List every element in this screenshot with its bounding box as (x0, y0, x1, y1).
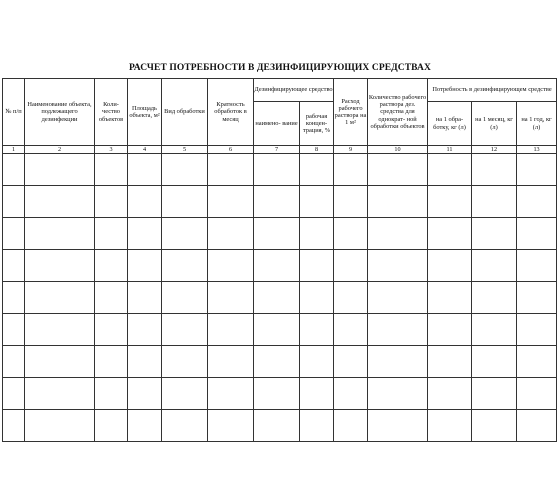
table-cell[interactable] (3, 314, 25, 346)
column-number: 4 (128, 146, 162, 154)
table-cell[interactable] (25, 250, 95, 282)
table-cell[interactable] (162, 282, 208, 314)
table-cell[interactable] (128, 378, 162, 410)
column-number: 8 (300, 146, 334, 154)
table-row (3, 282, 557, 314)
table-cell[interactable] (300, 346, 334, 378)
table-row (3, 314, 557, 346)
table-cell[interactable] (517, 346, 557, 378)
table-cell[interactable] (128, 346, 162, 378)
table-cell[interactable] (334, 378, 368, 410)
table-cell[interactable] (95, 282, 128, 314)
calculation-table (2, 78, 557, 442)
table-cell[interactable] (25, 410, 95, 442)
column-number: 11 (428, 146, 472, 154)
table-row (3, 186, 557, 218)
table-cell[interactable] (368, 250, 428, 282)
table-cell[interactable] (25, 154, 95, 186)
table-cell[interactable] (208, 186, 254, 218)
table-cell[interactable] (300, 250, 334, 282)
table-cell[interactable] (300, 186, 334, 218)
table-cell[interactable] (334, 314, 368, 346)
table-cell[interactable] (3, 154, 25, 186)
header-need-group: Потребность в дезинфицирующем средстве (428, 79, 557, 102)
table-cell[interactable] (95, 378, 128, 410)
table-cell[interactable] (95, 314, 128, 346)
table-cell[interactable] (517, 314, 557, 346)
table-cell[interactable] (3, 410, 25, 442)
header-row-top (3, 79, 557, 102)
table-cell[interactable] (472, 410, 517, 442)
table-cell[interactable] (334, 218, 368, 250)
table-cell[interactable] (3, 378, 25, 410)
table-cell[interactable] (3, 282, 25, 314)
table-cell[interactable] (517, 410, 557, 442)
table-cell[interactable] (472, 378, 517, 410)
table-cell[interactable] (208, 218, 254, 250)
table-row (3, 154, 557, 186)
header-object-name: Наименование объекта, подлежащего дезинфекции (25, 79, 95, 146)
table-cell[interactable] (208, 314, 254, 346)
column-number-row (3, 146, 557, 154)
table-cell[interactable] (254, 154, 300, 186)
table-cell[interactable] (25, 218, 95, 250)
table-cell[interactable] (25, 314, 95, 346)
column-number: 3 (95, 146, 128, 154)
table-row (3, 250, 557, 282)
column-number: 13 (517, 146, 557, 154)
table-cell[interactable] (3, 186, 25, 218)
table-cell[interactable] (208, 154, 254, 186)
table-cell[interactable] (517, 154, 557, 186)
table-cell[interactable] (300, 218, 334, 250)
table-cell[interactable] (334, 154, 368, 186)
table-cell[interactable] (208, 282, 254, 314)
table-cell[interactable] (517, 378, 557, 410)
header-treatment-type: Вид обработки (162, 79, 208, 146)
table-cell[interactable] (208, 346, 254, 378)
table-cell[interactable] (428, 346, 472, 378)
table-cell[interactable] (368, 346, 428, 378)
table-cell[interactable] (95, 154, 128, 186)
table-cell[interactable] (162, 346, 208, 378)
column-number: 6 (208, 146, 254, 154)
column-number: 2 (25, 146, 95, 154)
table-cell[interactable] (428, 314, 472, 346)
table-cell[interactable] (95, 346, 128, 378)
column-number: 9 (334, 146, 368, 154)
table-cell[interactable] (3, 250, 25, 282)
table-cell[interactable] (517, 250, 557, 282)
table-cell[interactable] (25, 282, 95, 314)
table-row (3, 346, 557, 378)
table-cell[interactable] (368, 410, 428, 442)
table-cell[interactable] (3, 346, 25, 378)
table-cell[interactable] (428, 218, 472, 250)
table-cell[interactable] (162, 378, 208, 410)
table-cell[interactable] (128, 154, 162, 186)
table-cell[interactable] (162, 186, 208, 218)
table-cell[interactable] (472, 250, 517, 282)
table-cell[interactable] (162, 250, 208, 282)
table-cell[interactable] (95, 186, 128, 218)
header-consumption: Расход рабочего раствора на 1 м² (334, 79, 368, 146)
table-cell[interactable] (128, 314, 162, 346)
table-cell[interactable] (254, 346, 300, 378)
table-cell[interactable] (128, 186, 162, 218)
column-number: 5 (162, 146, 208, 154)
table-cell[interactable] (162, 218, 208, 250)
table-cell[interactable] (334, 186, 368, 218)
table-row (3, 410, 557, 442)
table-cell[interactable] (25, 378, 95, 410)
header-need-one: на 1 обра- ботку, кг (л) (428, 102, 472, 146)
table-cell[interactable] (254, 378, 300, 410)
table-cell[interactable] (368, 218, 428, 250)
header-disinfectant-group: Дезинфицирующее средство (254, 79, 334, 102)
column-number: 12 (472, 146, 517, 154)
table-cell[interactable] (472, 346, 517, 378)
form-title: РАСЧЕТ ПОТРЕБНОСТИ В ДЕЗИНФИЦИРУЮЩИХ СРЕДСТВАХ (129, 63, 431, 73)
table-cell[interactable] (300, 410, 334, 442)
table-cell[interactable] (517, 186, 557, 218)
header-num: № п/п (3, 79, 25, 146)
table-cell[interactable] (368, 378, 428, 410)
header-frequency: Кратность обработок в месяц (208, 79, 254, 146)
table-cell[interactable] (334, 282, 368, 314)
table-cell[interactable] (428, 250, 472, 282)
table-cell[interactable] (428, 282, 472, 314)
table-cell[interactable] (428, 378, 472, 410)
table-cell[interactable] (368, 186, 428, 218)
table-cell[interactable] (472, 314, 517, 346)
table-cell[interactable] (95, 218, 128, 250)
table-cell[interactable] (208, 378, 254, 410)
table-cell[interactable] (472, 186, 517, 218)
column-number: 1 (3, 146, 25, 154)
header-disinfectant-name: наимено- вание (254, 102, 300, 146)
table-cell[interactable] (128, 410, 162, 442)
table-cell[interactable] (428, 186, 472, 218)
table-cell[interactable] (128, 282, 162, 314)
header-working-concentration: рабочая концен- трация, % (300, 102, 334, 146)
table-cell[interactable] (300, 378, 334, 410)
table-cell[interactable] (300, 282, 334, 314)
table-cell[interactable] (300, 314, 334, 346)
table-cell[interactable] (428, 410, 472, 442)
table-cell[interactable] (472, 154, 517, 186)
table-cell[interactable] (95, 250, 128, 282)
table-cell[interactable] (162, 410, 208, 442)
table-cell[interactable] (368, 154, 428, 186)
table-cell[interactable] (334, 250, 368, 282)
table-cell[interactable] (368, 314, 428, 346)
column-number: 7 (254, 146, 300, 154)
table-cell[interactable] (25, 186, 95, 218)
table-cell[interactable] (334, 346, 368, 378)
header-count: Коли- чество объектов (95, 79, 128, 146)
table-cell[interactable] (472, 282, 517, 314)
table-cell[interactable] (162, 314, 208, 346)
table-cell[interactable] (428, 154, 472, 186)
table-cell[interactable] (517, 282, 557, 314)
table-cell[interactable] (254, 410, 300, 442)
column-number: 10 (368, 146, 428, 154)
header-solution-amount: Количество рабочего раствора дез. средства для однократ- ной обработки объектов (368, 79, 428, 146)
table-cell[interactable] (208, 250, 254, 282)
table-cell[interactable] (368, 282, 428, 314)
table-cell[interactable] (472, 218, 517, 250)
table-cell[interactable] (517, 218, 557, 250)
header-area: Площадь объекта, м² (128, 79, 162, 146)
table-cell[interactable] (208, 410, 254, 442)
table-cell[interactable] (334, 410, 368, 442)
table-cell[interactable] (254, 250, 300, 282)
table-row (3, 218, 557, 250)
table-cell[interactable] (162, 154, 208, 186)
table-cell[interactable] (128, 218, 162, 250)
table-cell[interactable] (300, 154, 334, 186)
table-cell[interactable] (25, 346, 95, 378)
table-cell[interactable] (3, 218, 25, 250)
table-cell[interactable] (254, 218, 300, 250)
table-cell[interactable] (254, 314, 300, 346)
table-row (3, 378, 557, 410)
header-need-year: на 1 год, кг (л) (517, 102, 557, 146)
table-cell[interactable] (254, 282, 300, 314)
table-cell[interactable] (128, 250, 162, 282)
table-cell[interactable] (254, 186, 300, 218)
header-need-month: на 1 месяц, кг (л) (472, 102, 517, 146)
table-cell[interactable] (95, 410, 128, 442)
